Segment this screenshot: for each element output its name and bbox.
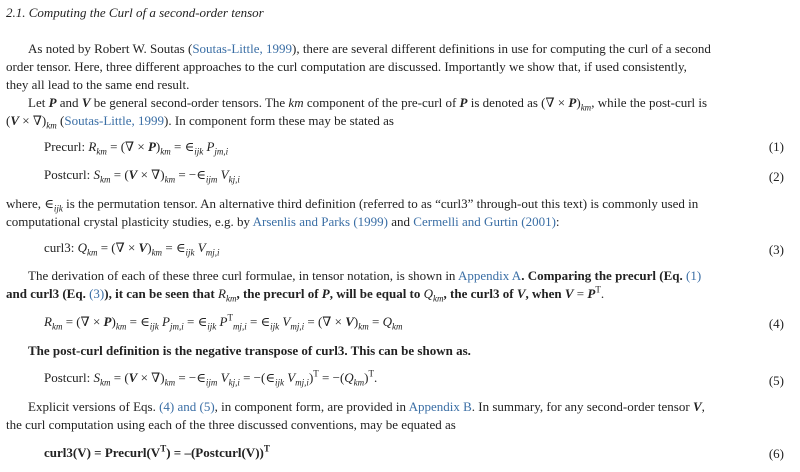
para2-line1: Let P and V be general second-order tensors. The km component of the pre-curl of P is denoted as (∇ × $P)_{km}$, while the post-curl is [28,95,708,113]
para1-line2: order tensor. Here, three different approaches to the curl computation are discussed. Importantly we show that, if used consistently, [6,59,687,74]
citation-link[interactable]: Soutas-Little, 1999 [64,113,165,128]
para1-line1: As noted by Robert W. Soutas (Soutas-Little, 1999), there are several different definitions in use for computing the curl of a second [28,41,711,56]
equation-1-number: (1) [768,139,784,154]
para5: The post-curl definition is the negative transpose of curl3. This can be shown as. [28,343,471,358]
equation-4: $R_{km}$ = (∇ × $P)_{km}$ = $\in_{ijk}$ $P_{jm,i}$ = $\in_{ijk}$ $P^T_{mj,i}$ = $\in_{ijk}$ $V_{mj,i}$ = (∇ × $V)_{km} = Q_{km}$ [44,312,403,332]
citation-link[interactable]: Arsenlis and Parks (1999) [252,214,389,229]
equation-3-number: (3) [768,242,784,257]
equation-4-number: (4) [768,316,784,331]
equation-1: Precurl: $R_{km}$ = (∇ × $P)_{km}$ = $\in_{ijk}$ $P_{jm,i}$ [44,139,229,157]
citation-link[interactable]: Cermelli and Gurtin (2001) [413,214,556,229]
citation-link[interactable]: Soutas-Little, 1999 [192,41,292,56]
section-number: 2.1. [6,5,26,20]
equation-2-number: (2) [768,169,784,184]
para4-line2: and curl3 (Eq. (3)), it can be seen that $R_{km}$, the precurl of P, will be equal to $Q_{km}$, the curl3 of V, when $V = P^T$. [6,284,605,304]
section-heading [6,5,264,21]
eq-ref-link[interactable]: (1) [685,268,702,283]
para4-line1: The derivation of each of these three curl formulae, in tensor notation, is shown in Appendix A. Comparing the precurl (Eq. (1) [28,268,702,283]
equation-3: curl3: $Q_{km}$ = (∇ × $V)_{km}$ = $\in_{ijk}$ $V_{mj,i}$ [44,240,220,258]
equation-6: curl3(V) = $Precurl(V^T)$ = –(Postcurl(V))$^T$ [44,443,270,460]
equation-5-number: (5) [768,373,784,388]
para6-line1: Explicit versions of Eqs. (4) and (5), in component form, are provided in Appendix B. In summary, for any second-order tensor V, [28,399,705,414]
eq-ref-link[interactable]: (3) [89,286,105,301]
equation-6-number: (6) [768,446,784,461]
appendix-a-link[interactable]: Appendix A [457,268,522,283]
eq-ref-link[interactable]: (4) and (5) [159,399,215,414]
para3-line1: where, $\in_{ijk}$ is the permutation tensor. An alternative third definition (referred to as “curl3” through-out this text) is commonly used in [6,196,699,214]
appendix-b-link[interactable]: Appendix B [408,399,472,414]
para3-line2: computational crystal plasticity studies, e.g. by Arsenlis and Parks (1999) and Cermelli and Gurtin (2001): [6,214,560,229]
para6-line2: the curl computation using each of the three discussed conventions, may be equated as [6,417,456,432]
para1-line3: they all lead to the same end result. [6,77,190,92]
equation-2: Postcurl: $S_{km} = (V \times \nabla)_{km}$ = $-\in_{ijm}$ $V_{kj,i}$ [44,167,240,185]
equation-5: Postcurl: $S_{km} = (V \times \nabla)_{km}$ = $-\in_{ijm}$ $V_{kj,i}$ = $-(\in_{ijk}$ $V_{mj,i})^T = -(Q_{km})^T$. [44,368,378,388]
section-title: Computing the Curl of a second-order tensor [28,5,264,20]
para2-line2: $(V \times \nabla)_{km}$ (Soutas-Little, 1999). In component form these may be stated as [6,113,394,131]
